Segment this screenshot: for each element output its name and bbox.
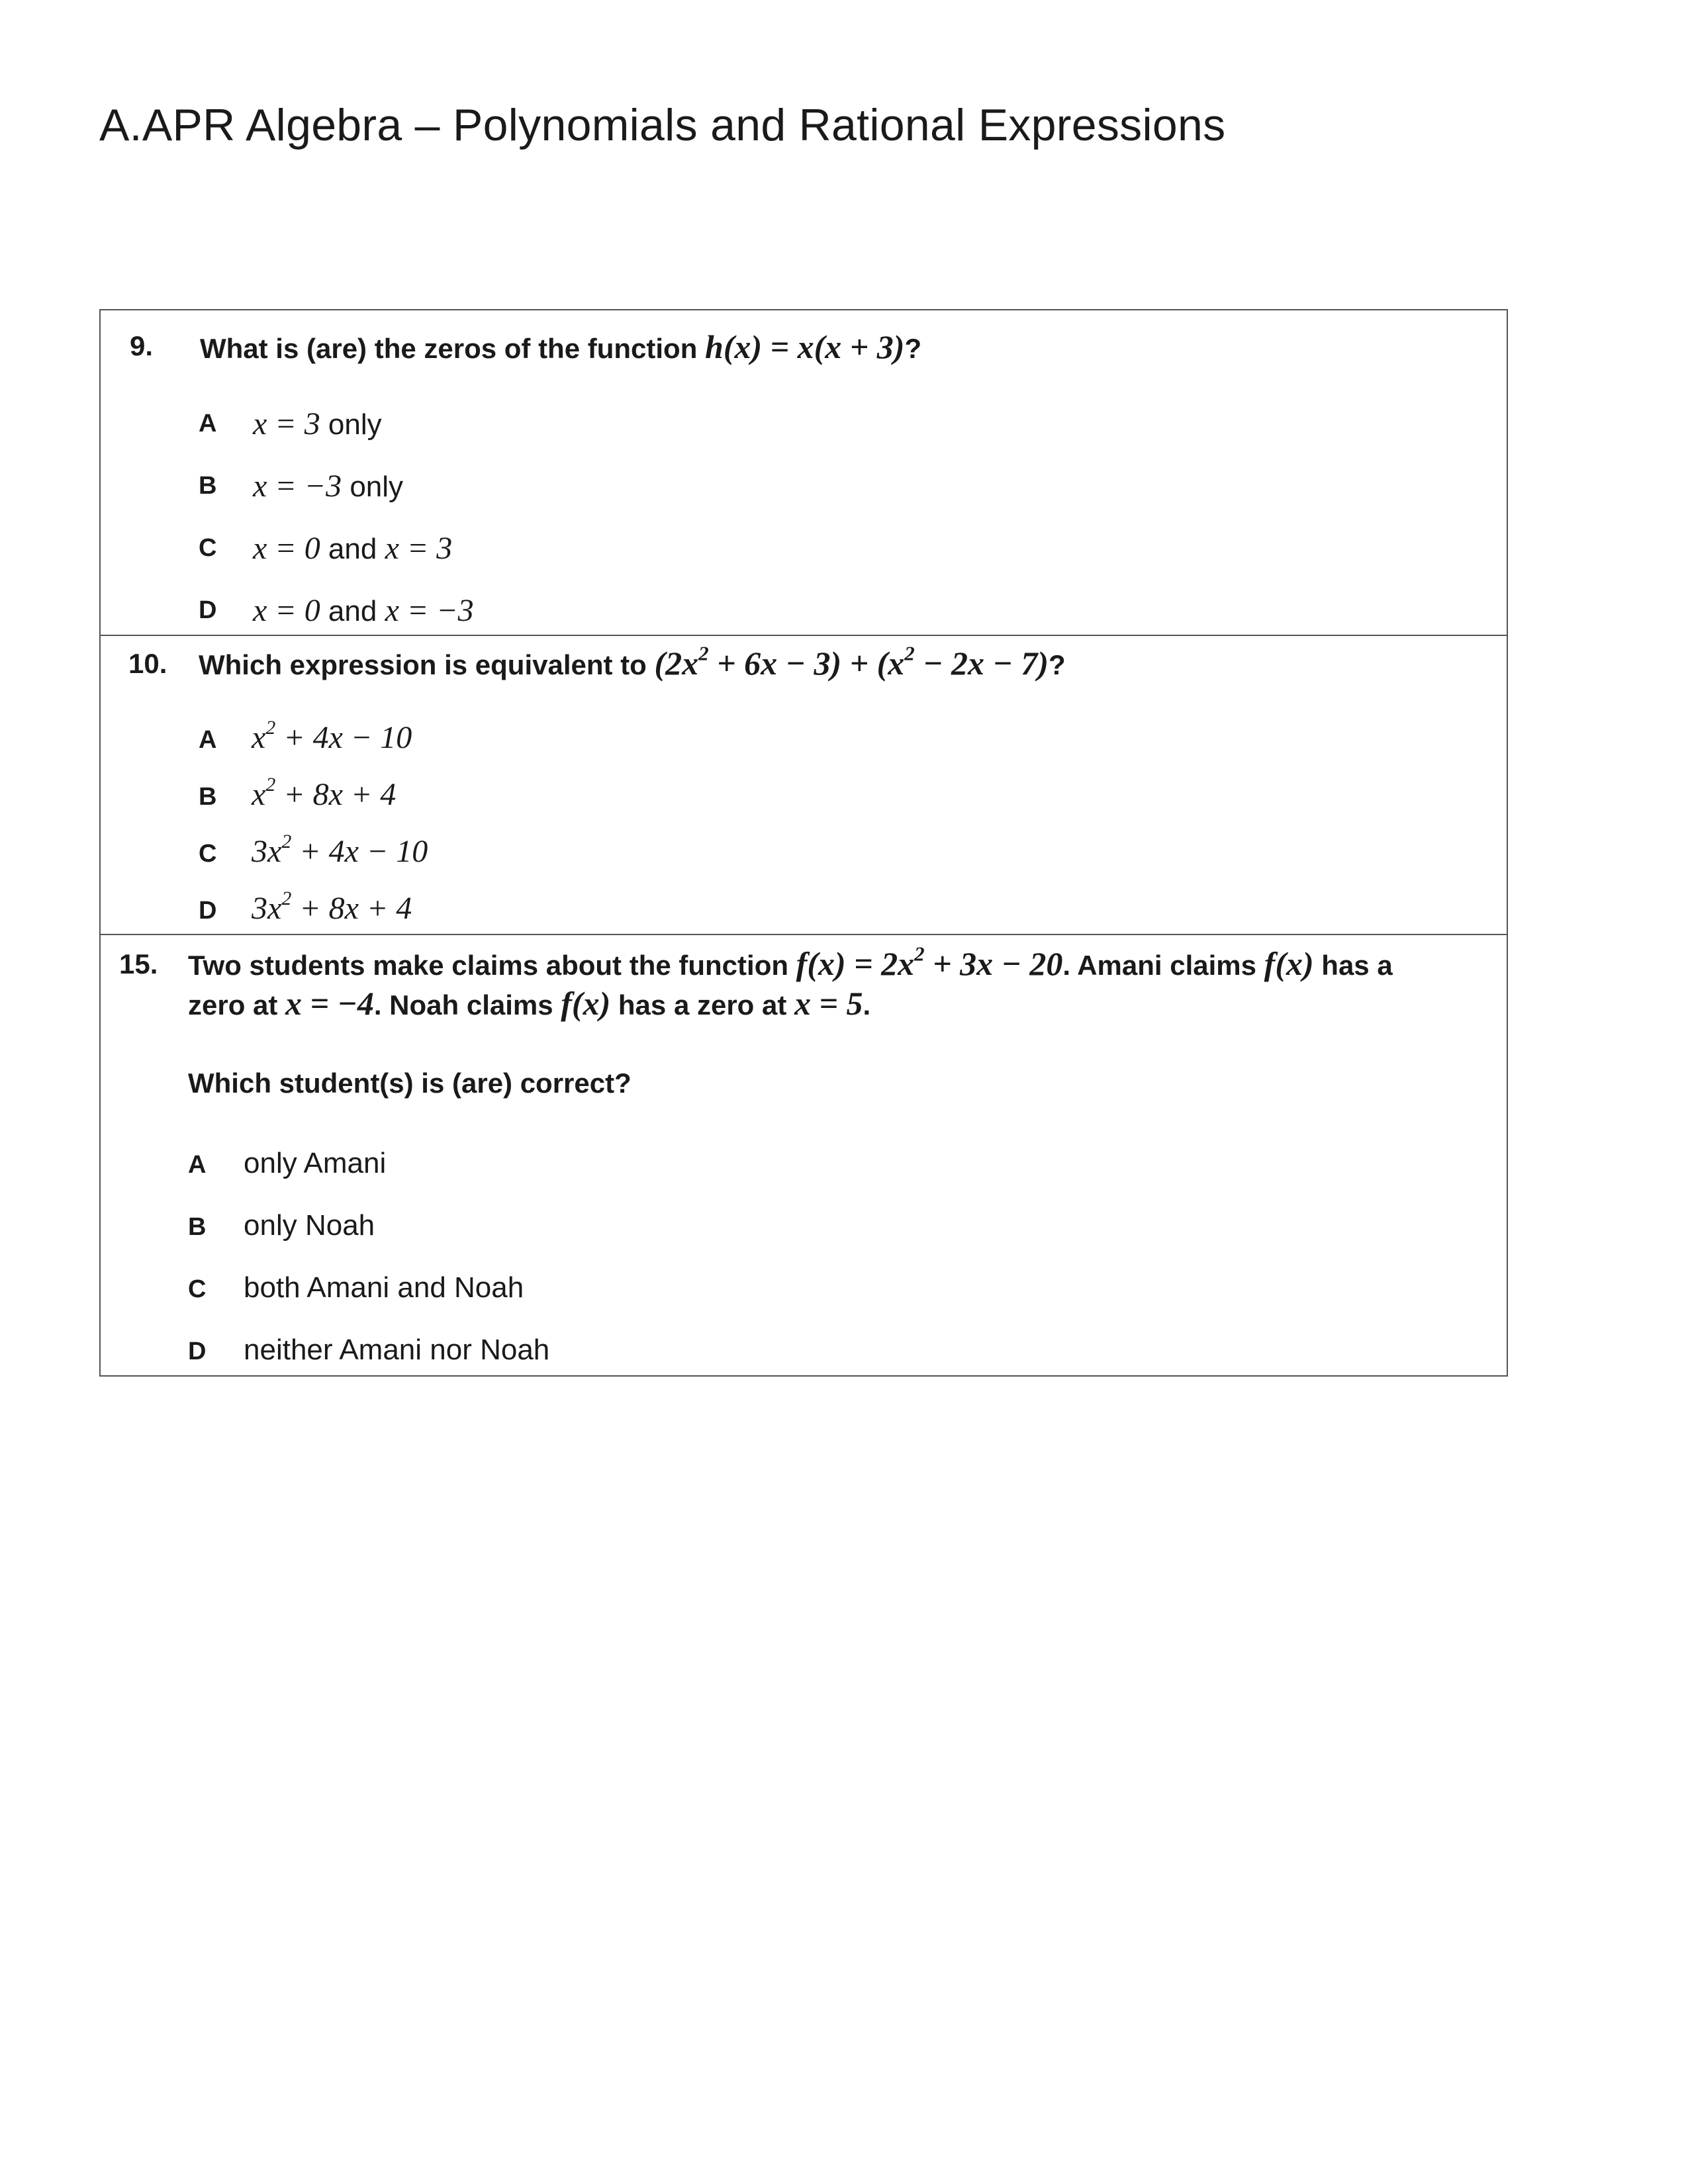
- option-letter-c[interactable]: C: [199, 534, 217, 562]
- question-number: 10.: [128, 648, 167, 679]
- stem-text: has a: [1321, 950, 1393, 981]
- option-math: $x^2 + 8x + 4$: [252, 774, 397, 812]
- option-a[interactable]: [252, 719, 412, 756]
- option-math: $3x^2 + 8x + 4$: [252, 887, 412, 926]
- option-c[interactable]: both Amani and Noah: [244, 1271, 524, 1304]
- stem-text: has a zero at: [618, 989, 787, 1021]
- option-letter-b[interactable]: B: [199, 472, 217, 500]
- stem-end: ?: [1049, 649, 1066, 680]
- option-c[interactable]: [253, 530, 452, 567]
- stem-math-text: x = −4: [285, 985, 374, 1022]
- option-d[interactable]: [253, 592, 474, 629]
- option-math: x = −3: [253, 469, 342, 504]
- stem-math-text: f(x): [1264, 945, 1314, 982]
- stem-math: [705, 328, 904, 365]
- question-15-box: [99, 934, 1508, 1377]
- stem-math: [794, 985, 863, 1022]
- stem-math: [561, 985, 610, 1022]
- option-d[interactable]: neither Amani nor Noah: [244, 1334, 550, 1366]
- option-letter-c[interactable]: C: [188, 1275, 207, 1303]
- option-letter-d[interactable]: D: [199, 596, 217, 624]
- stem-math-text: $f(x) = 2x^2 + 3x - 20$: [796, 942, 1063, 982]
- option-math-b: x = 3: [385, 531, 453, 566]
- stem-math: [285, 985, 374, 1022]
- option-a[interactable]: [253, 406, 382, 442]
- option-b[interactable]: [253, 468, 403, 504]
- option-text: and: [320, 533, 385, 565]
- question-stem-line-2: [188, 984, 870, 1023]
- question-number: 9.: [130, 330, 154, 361]
- stem-math: [796, 942, 1063, 982]
- stem-text: . Noah claims: [373, 989, 553, 1021]
- stem-text: What is (are) the zeros of the function: [200, 333, 698, 364]
- question-stem: [199, 641, 1066, 682]
- option-math-a: x = 0: [253, 593, 320, 628]
- page-title: A.APR Algebra – Polynomials and Rational Expressions: [99, 100, 1226, 150]
- option-a[interactable]: only Amani: [244, 1147, 387, 1179]
- option-letter-a[interactable]: A: [199, 410, 217, 437]
- stem-math-text: $(2x^2 + 6x - 3) + (x^2 - 2x - 7)$: [654, 641, 1049, 682]
- option-math: $3x^2 + 4x - 10$: [252, 831, 428, 869]
- stem-math: [1264, 945, 1314, 982]
- question-stem-line-1: [188, 944, 1393, 983]
- stem-text: Two students make claims about the function: [188, 950, 788, 981]
- stem-text: .: [863, 989, 871, 1021]
- stem-text: Which expression is equivalent to: [199, 649, 647, 680]
- stem-math-text: f(x): [561, 985, 611, 1022]
- stem-math-text: x = 5: [794, 985, 863, 1022]
- stem-math-text: h(x) = x(x + 3): [705, 328, 905, 365]
- option-text: and: [320, 595, 385, 627]
- option-letter-b[interactable]: B: [199, 783, 217, 811]
- option-math-a: x = 0: [253, 531, 320, 566]
- option-letter-b[interactable]: B: [188, 1213, 207, 1241]
- option-math: x = 3: [253, 406, 320, 441]
- option-math-b: x = −3: [385, 593, 474, 628]
- option-letter-a[interactable]: A: [188, 1151, 207, 1179]
- option-d[interactable]: [252, 887, 412, 927]
- stem-end: ?: [904, 333, 922, 364]
- question-9-box: [99, 309, 1508, 636]
- stem-math: [654, 641, 1049, 682]
- option-letter-d[interactable]: D: [188, 1338, 207, 1365]
- option-letter-c[interactable]: C: [199, 840, 217, 868]
- question-number: 15.: [119, 948, 158, 979]
- option-letter-a[interactable]: A: [199, 726, 217, 754]
- option-b[interactable]: only Noah: [244, 1209, 375, 1242]
- option-c[interactable]: [252, 833, 428, 870]
- option-letter-d[interactable]: D: [199, 897, 217, 925]
- option-text: only: [342, 471, 404, 503]
- option-math: $x^2 + 4x - 10$: [252, 717, 412, 755]
- stem-text: zero at: [188, 989, 278, 1021]
- option-b[interactable]: [252, 776, 396, 813]
- question-10-box: [99, 635, 1508, 935]
- question-stem: [200, 328, 921, 366]
- stem-text: . Amani claims: [1062, 950, 1256, 981]
- sub-question: Which student(s) is (are) correct?: [188, 1068, 632, 1099]
- option-text: only: [320, 408, 382, 441]
